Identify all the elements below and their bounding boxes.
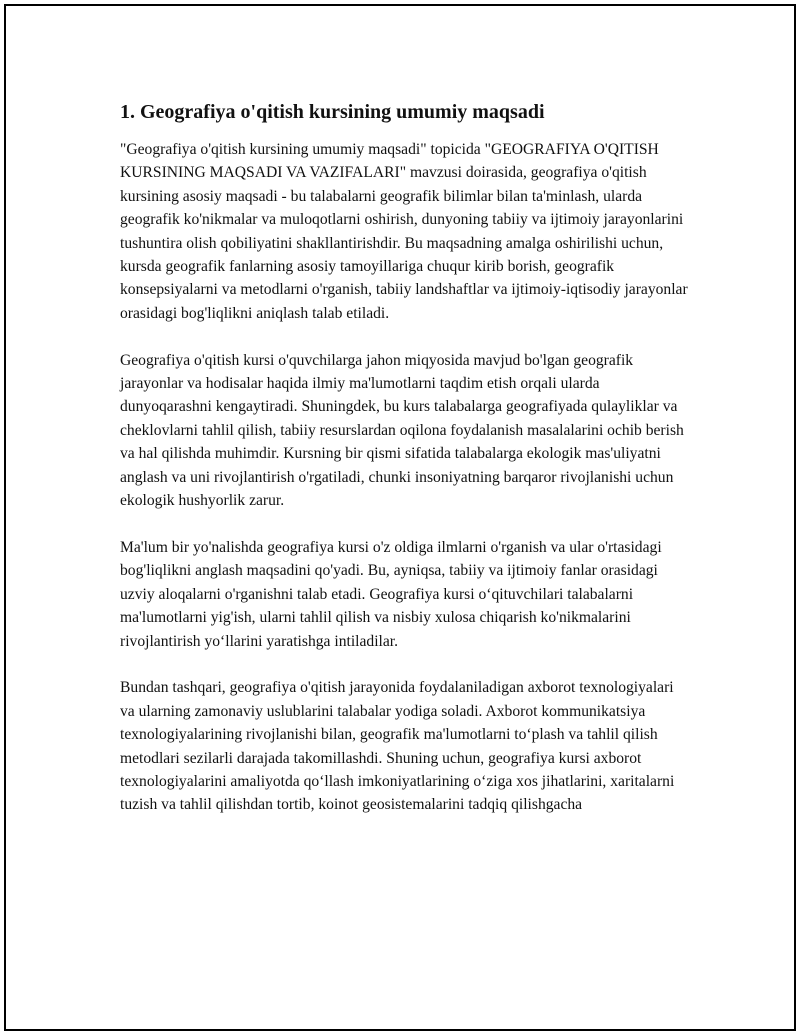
paragraph-3: Ma'lum bir yo'nalishda geografiya kursi o'z oldiga ilmlarni o'rganish va ular o'rtasidagi bog'liqlikni anglash maqsadini qo'yadi. Bu, ayniqsa, tabiiy va ijtimoiy fanlar orasidagi uzviy aloqalarni o'rganishni talab etadi. Geografiya kursi o‘qituvchilari talabalarni ma'lumotlarni yig'ish, ularni tahlil qilish va nisbiy xulosa chiqarish ko'nikmalarini rivojlantirish yo‘llarini yaratishga intiladilar. <box>120 538 662 650</box>
document-page <box>4 4 796 1031</box>
paragraph-2: Geografiya o'qitish kursi o'quvchilarga jahon miqyosida mavjud bo'lgan geografik jarayonlar va hodisalar haqida ilmiy ma'lumotlarni taqdim etish orqali ularda dunyoqarashni kengaytiradi. Shuningdek, bu kurs talabalarga geografiyada qulayliklar va cheklovlarni tahlil qilish, tabiiy resurslardan oqilona foydalanish masalalarini ochib berish va hal qilishda muhimdir. Kursning bir qismi sifatida talabalarga ekologik mas'uliyatni anglash va uni rivojlantirish o'rgatiladi, chunki insoniyatning barqaror rivojlanishi uchun ekologik hushyorlik zarur. <box>120 351 684 510</box>
document-content <box>120 100 690 817</box>
paragraph-4: Bundan tashqari, geografiya o'qitish jarayonida foydalaniladigan axborot texnologiyalari va ularning zamonaviy uslublarini talabalar yodiga soladi. Axborot kommunikatsiya texnologiyalarining rivojlanishi bilan, geografik ma'lumotlarni to‘plash va tahlil qilish metodlari sezilarli darajada takomillashdi. Shuning uchun, geografiya kursi axborot texnologiyalarini amaliyotda qo‘llash imkoniyatlarining o‘ziga xos jihatlarini, xaritalarni tuzish va tahlil qilishdan tortib, koinot geosistemalarini tadqiq qilishgacha <box>120 679 675 814</box>
section-heading: 1. Geografiya o'qitish kursining umumiy maqsadi <box>120 101 545 123</box>
paragraph-1: "Geografiya o'qitish kursining umumiy maqsadi" topicida "GEOGRAFIYA O'QITISH KURSINING MAQSADI VA VAZIFALARI" mavzusi doirasida, geografiya o'qitish kursining asosiy maqsadi - bu talabalarni geografik bilimlar bilan ta'minlash, ularda geografik ko'nikmalar va muloqotlarni oshirish, dunyoning tabiiy va ijtimoiy jarayonlarini tushuntira olish qobiliyatini shakllantirishdir. Bu maqsadning amalga oshirilishi uchun, kursda geografik fanlarning asosiy tamoyillariga chuqur kirib borish, geografik konsepsiyalarni va metodlarni o'rganish, tabiiy landshaftlar va ijtimoiy-iqtisodiy jarayonlar orasidagi bog'liqlikni aniqlash talab etiladi. <box>120 141 688 322</box>
